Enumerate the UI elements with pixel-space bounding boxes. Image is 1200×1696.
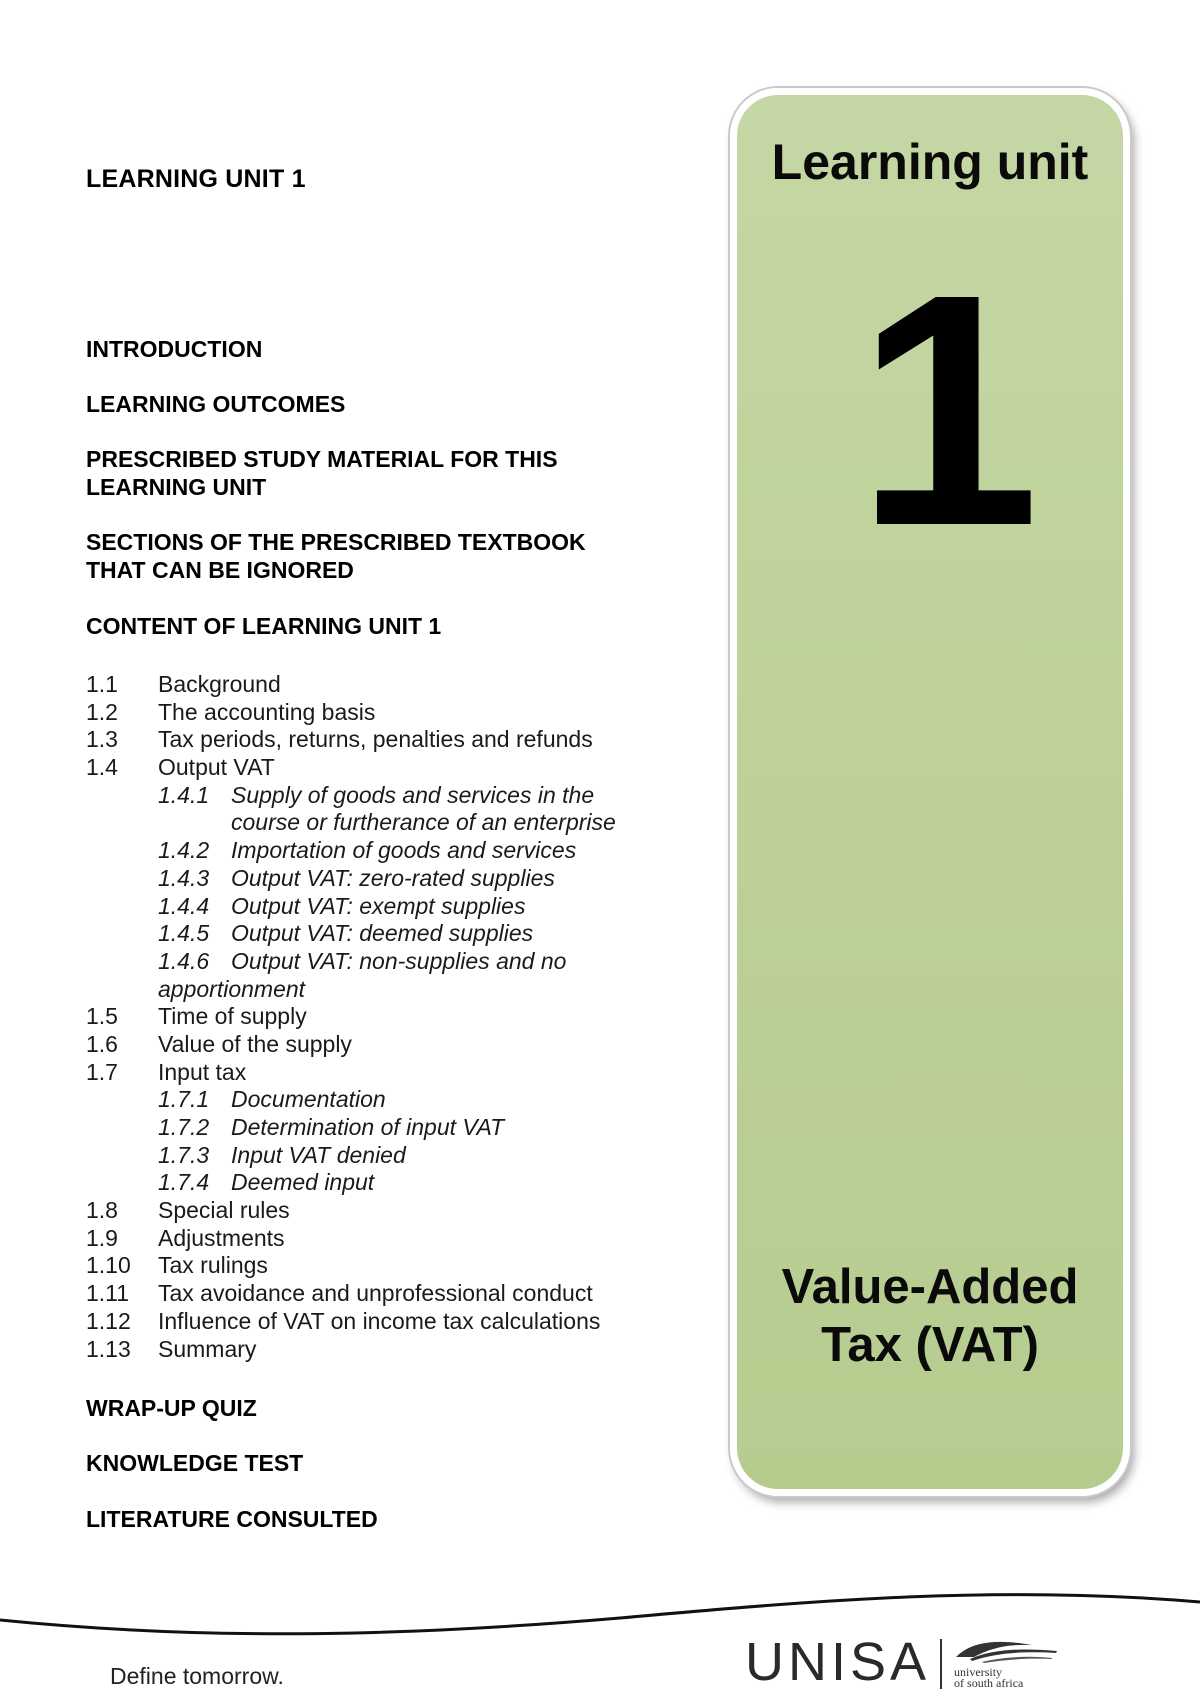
toc-label: Output VAT: deemed supplies <box>231 920 534 947</box>
toc-number: 1.4.5 <box>158 920 210 947</box>
toc-number: 1.5 <box>86 1003 118 1030</box>
toc-item <box>86 1336 686 1364</box>
toc-label: Output VAT: zero-rated supplies <box>231 864 555 891</box>
logo-wordmark: UNISA <box>745 1632 931 1692</box>
heading-prescribed-line-2: LEARNING UNIT <box>86 474 267 500</box>
heading-ignored-sections <box>86 528 586 584</box>
heading-ignored-line-1: SECTIONS OF THE PRESCRIBED TEXTBOOK <box>86 529 586 555</box>
panel-subtitle <box>737 1258 1123 1374</box>
panel-heading: Learning unit <box>771 134 1089 190</box>
toc-subitem-continuation <box>86 976 686 1004</box>
toc-label: Value of the supply <box>158 1030 352 1057</box>
toc-label: Input tax <box>158 1058 247 1085</box>
toc-label: Deemed input <box>231 1169 375 1196</box>
toc-number: 1.4.6 <box>158 947 210 974</box>
toc-subitem <box>86 837 686 865</box>
toc-label: Special rules <box>158 1197 290 1224</box>
logo-divider <box>940 1639 942 1689</box>
heading-introduction: INTRODUCTION <box>86 336 263 362</box>
unit-number: 1 <box>856 225 1040 594</box>
toc-number: 1.7 <box>86 1058 118 1085</box>
toc-number: 1.7.3 <box>158 1141 210 1168</box>
toc-label: Influence of VAT on income tax calculations <box>158 1307 601 1334</box>
toc-label: Input VAT denied <box>231 1141 406 1168</box>
toc-label: course or furtherance of an enterprise <box>231 809 616 836</box>
swoosh-icon <box>952 1635 1062 1665</box>
toc-item <box>86 1197 686 1225</box>
toc-label: Importation of goods and services <box>231 837 577 864</box>
toc-item <box>86 726 686 754</box>
toc-item <box>86 1280 686 1308</box>
toc-number: 1.7.4 <box>158 1169 210 1196</box>
table-of-contents <box>86 671 686 1363</box>
logo-emblem <box>952 1635 1062 1691</box>
toc-label: Documentation <box>231 1086 386 1113</box>
toc-item <box>86 754 686 782</box>
toc-label: Adjustments <box>158 1224 285 1251</box>
toc-number: 1.7.2 <box>158 1114 210 1140</box>
toc-number: 1.9 <box>86 1224 118 1251</box>
heading-prescribed-material <box>86 445 558 501</box>
heading-content: CONTENT OF LEARNING UNIT 1 <box>86 613 442 639</box>
page-title: LEARNING UNIT 1 <box>86 165 306 193</box>
heading-literature-consulted: LITERATURE CONSULTED <box>86 1506 378 1532</box>
toc-label: apportionment <box>158 975 306 1002</box>
toc-number: 1.7.1 <box>158 1086 210 1113</box>
toc-label: Determination of input VAT <box>231 1114 505 1140</box>
toc-subitem <box>86 782 686 810</box>
toc-item <box>86 699 686 727</box>
panel-subtitle-line-2: Tax (VAT) <box>821 1318 1039 1372</box>
toc-label: Tax avoidance and unprofessional conduct <box>158 1280 593 1307</box>
toc-number: 1.6 <box>86 1030 118 1057</box>
toc-label: Output VAT: non-supplies and no <box>231 947 567 974</box>
footer-slogan: Define tomorrow. <box>110 1663 284 1689</box>
panel-subtitle-line-1: Value-Added <box>781 1260 1079 1314</box>
heading-ignored-line-2: THAT CAN BE IGNORED <box>86 557 354 583</box>
toc-item <box>86 1225 686 1253</box>
toc-number: 1.11 <box>86 1280 130 1307</box>
unisa-logo <box>745 1632 1062 1695</box>
toc-label: Output VAT <box>158 754 275 781</box>
toc-subitem <box>86 1169 686 1197</box>
logo-caption-line-1: university <box>954 1665 1003 1679</box>
toc-number: 1.12 <box>86 1307 131 1334</box>
heading-prescribed-line-1: PRESCRIBED STUDY MATERIAL FOR THIS <box>86 446 558 472</box>
toc-item <box>86 671 686 699</box>
heading-wrap-up-quiz: WRAP-UP QUIZ <box>86 1395 257 1421</box>
toc-subitem <box>86 1086 686 1114</box>
toc-item <box>86 1252 686 1280</box>
toc-subitem <box>86 1114 686 1142</box>
toc-subitem <box>86 865 686 893</box>
toc-number: 1.1 <box>86 671 118 697</box>
toc-subitem <box>86 948 686 976</box>
toc-label: Tax periods, returns, penalties and refunds <box>158 726 593 753</box>
logo-caption <box>954 1667 1023 1689</box>
toc-number: 1.2 <box>86 698 118 725</box>
toc-number: 1.4.4 <box>158 892 210 919</box>
toc-item <box>86 1031 686 1059</box>
toc-label: Output VAT: exempt supplies <box>231 892 526 919</box>
heading-learning-outcomes: LEARNING OUTCOMES <box>86 391 346 417</box>
toc-subitem-continuation <box>86 809 686 837</box>
toc-item <box>86 1308 686 1336</box>
toc-label: Tax rulings <box>158 1252 268 1279</box>
toc-subitem <box>86 893 686 921</box>
toc-number: 1.4.2 <box>158 837 210 864</box>
logo-caption-line-2: of south africa <box>954 1676 1024 1690</box>
toc-item <box>86 1003 686 1031</box>
toc-label: Time of supply <box>158 1003 307 1030</box>
toc-label: Supply of goods and services in the <box>231 781 595 808</box>
toc-number: 1.10 <box>86 1252 131 1279</box>
toc-subitem <box>86 1142 686 1170</box>
heading-knowledge-test: KNOWLEDGE TEST <box>86 1450 304 1476</box>
toc-item <box>86 1059 686 1087</box>
toc-label: Background <box>158 671 281 697</box>
toc-label: Summary <box>158 1335 257 1362</box>
toc-number: 1.3 <box>86 726 118 753</box>
toc-subitem <box>86 920 686 948</box>
toc-number: 1.4.1 <box>158 781 210 808</box>
toc-number: 1.13 <box>86 1335 131 1362</box>
learning-unit-panel <box>730 88 1130 1496</box>
toc-number: 1.8 <box>86 1197 118 1224</box>
toc-number: 1.4 <box>86 754 118 781</box>
toc-number: 1.4.3 <box>158 864 210 891</box>
toc-label: The accounting basis <box>158 698 376 725</box>
